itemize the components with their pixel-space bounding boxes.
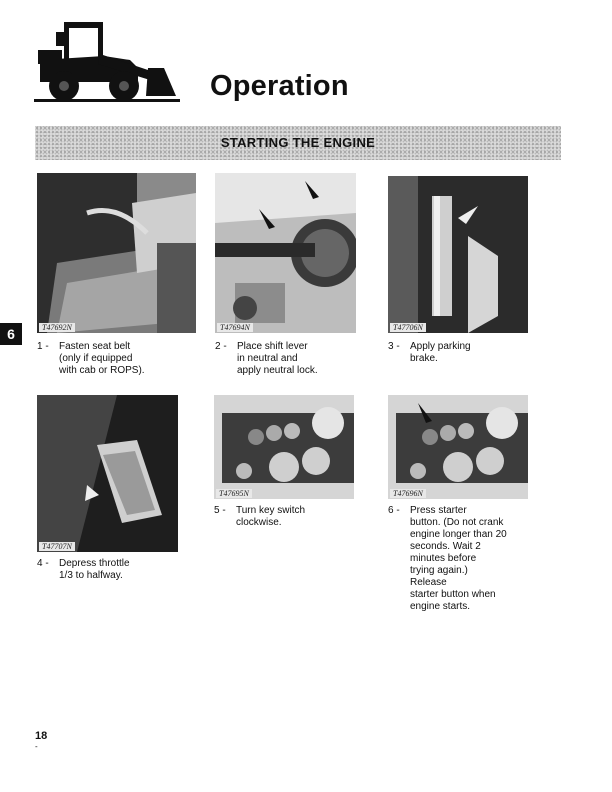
- step-text: Fasten seat belt (only if equipped with cab or ROPS).: [59, 341, 145, 376]
- photo-id: T47696N: [390, 489, 426, 498]
- loader-tractor-icon: [34, 20, 180, 102]
- photo-seat-belt: [37, 173, 196, 333]
- step-3: [388, 341, 558, 365]
- step-number: 3 -: [388, 341, 400, 352]
- photo-id: T47694N: [217, 323, 253, 332]
- step-text: Place shift lever in neutral and apply neutral lock.: [237, 341, 318, 376]
- step-text: Turn key switch clockwise.: [236, 505, 306, 528]
- photo-shift-lever: [215, 173, 356, 333]
- section-banner: [35, 126, 561, 160]
- step-number: 1 -: [37, 341, 49, 352]
- photo-id: T47695N: [216, 489, 252, 498]
- step-2: [215, 341, 385, 377]
- step-5: [214, 505, 384, 529]
- step-6: [388, 505, 558, 613]
- page-title: Operation: [210, 70, 349, 102]
- step-number: 6 -: [388, 505, 400, 516]
- photo-id: T47692N: [39, 323, 75, 332]
- step-number: 4 -: [37, 558, 49, 569]
- step-number: 5 -: [214, 505, 226, 516]
- photo-key-switch: [214, 395, 354, 499]
- step-text: Press starter button. (Do not crank engine longer than 20 seconds. Wait 2 minutes before trying again.) Release starter button when engine starts.: [410, 505, 507, 612]
- photo-throttle: [37, 395, 178, 552]
- page-number: 18: [35, 730, 48, 742]
- section-title: STARTING THE ENGINE: [220, 135, 376, 150]
- step-text: Depress throttle 1/3 to halfway.: [59, 558, 130, 581]
- step-number: 2 -: [215, 341, 227, 352]
- photo-id: T47706N: [390, 323, 426, 332]
- photo-starter-button: [388, 395, 528, 499]
- page-dash: -: [35, 742, 38, 751]
- chapter-tab: 6: [0, 323, 22, 345]
- step-1: [37, 341, 207, 377]
- step-4: [37, 558, 207, 582]
- step-text: Apply parking brake.: [410, 341, 471, 364]
- photo-parking-brake: [388, 176, 528, 333]
- photo-id: T47707N: [39, 542, 75, 551]
